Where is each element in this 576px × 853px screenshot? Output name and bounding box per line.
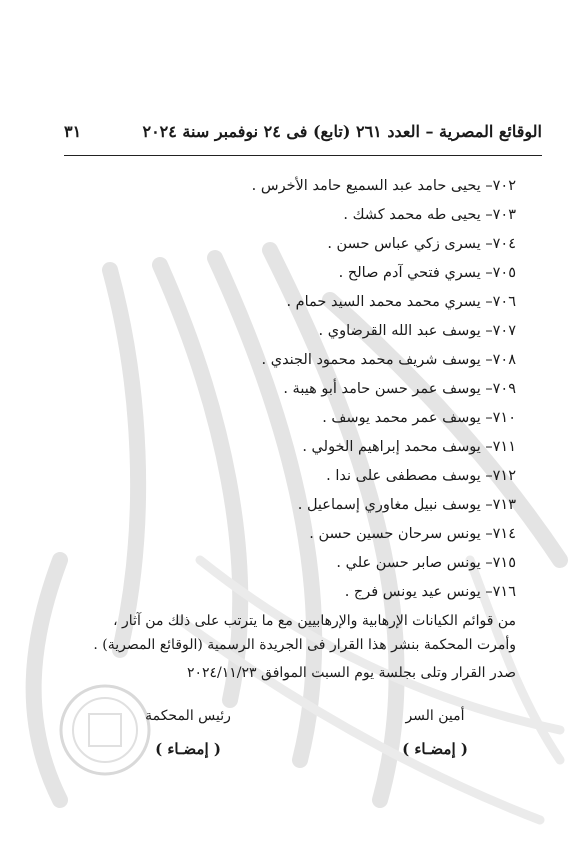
page-header bbox=[64, 122, 542, 141]
list-item: ٧١٦– يونس عيد يونس فرج . bbox=[344, 584, 516, 600]
header-divider bbox=[64, 155, 542, 156]
paragraph-consequences: من قوائم الكيانات الإرهابية والإرهابيين مع ما يترتب على ذلك من آثار ، bbox=[113, 613, 516, 629]
list-item: ٧٠٢– يحيى حامد عبد السميع حامد الأخرس . bbox=[251, 178, 516, 194]
list-item: ٧١٢– يوسف مصطفى على ندا . bbox=[326, 468, 516, 484]
list-item: ٧٠٩– يوسف عمر حسن حامد أبو هيبة . bbox=[283, 381, 516, 397]
header-title: الوقائع المصرية – العدد ٢٦١ (تابع) فى ٢٤ نوفمبر سنة ٢٠٢٤ bbox=[142, 122, 542, 141]
list-item: ٧٠٣– يحيى طه محمد كشك . bbox=[343, 207, 516, 223]
signature-secretary bbox=[370, 704, 500, 758]
list-item: ٧٠٤– يسرى زكي عباس حسن . bbox=[327, 236, 516, 252]
page-number: ٣١ bbox=[64, 122, 82, 141]
list-item: ٧١١– يوسف محمد إبراهيم الخولي . bbox=[302, 439, 516, 455]
list-item: ٧٠٥– يسري فتحي آدم صالح . bbox=[338, 265, 516, 281]
list-item: ٧٠٦– يسري محمد محمد السيد حمام . bbox=[286, 294, 516, 310]
signature-mark: ( إمضـاء ) bbox=[155, 740, 221, 758]
list-item: ٧١٠– يوسف عمر محمد يوسف . bbox=[322, 410, 516, 426]
list-item: ٧٠٧– يوسف عبد الله القرضاوي . bbox=[318, 323, 516, 339]
paragraph-issue-date: صدر القرار وتلى بجلسة يوم السبت الموافق ٢٠٢٤/١١/٢٣ bbox=[186, 665, 516, 681]
list-item: ٧١٥– يونس صابر حسن علي . bbox=[336, 555, 516, 571]
signature-mark: ( إمضـاء ) bbox=[402, 740, 468, 758]
signature-title: أمين السر bbox=[405, 708, 465, 724]
list-item: ٧١٣– يوسف نبيل مغاوري إسماعيل . bbox=[297, 497, 516, 513]
signature-title: رئيس المحكمة bbox=[145, 708, 231, 724]
paragraph-publication-order: وأمرت المحكمة بنشر هذا القرار فى الجريدة الرسمية (الوقائع المصرية) . bbox=[93, 637, 516, 653]
signature-court-president bbox=[128, 704, 248, 758]
list-item: ٧١٤– يونس سرحان حسين حسن . bbox=[309, 526, 516, 542]
names-list bbox=[56, 172, 516, 607]
list-item: ٧٠٨– يوسف شريف محمد محمود الجندي . bbox=[261, 352, 516, 368]
